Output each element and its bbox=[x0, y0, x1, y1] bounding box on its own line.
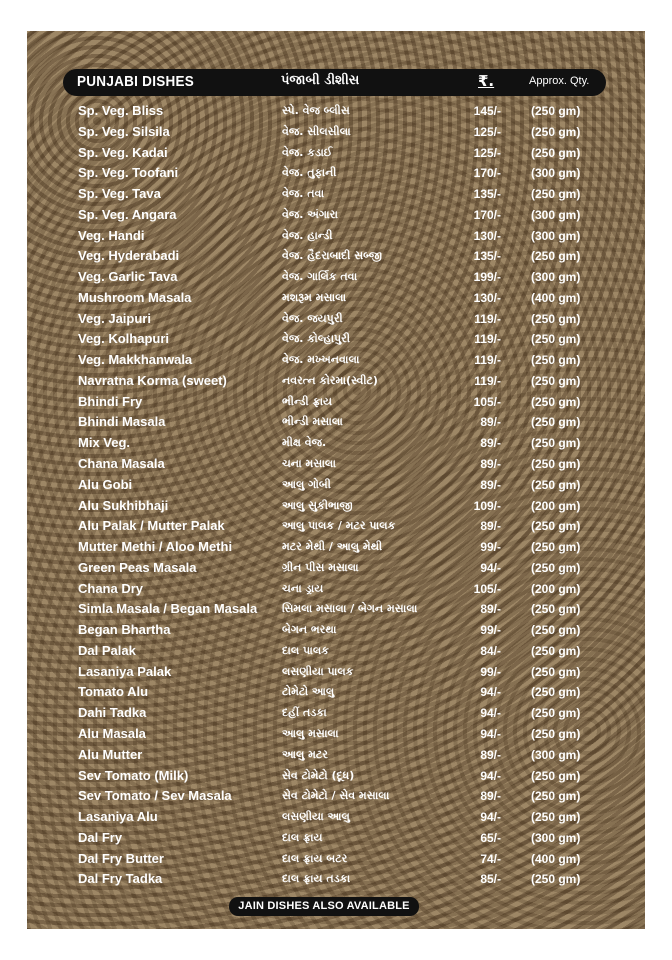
dish-name-english: Bhindi Fry bbox=[78, 393, 143, 409]
dish-name-english: Alu Masala bbox=[78, 725, 146, 741]
dish-quantity: (250 gm) bbox=[531, 311, 581, 326]
dish-price: 65/- bbox=[480, 830, 501, 845]
dish-name-gujarati: દાલ ફ્રાય તડકા bbox=[282, 872, 351, 886]
dish-name-gujarati: ચના મસાલા bbox=[282, 457, 336, 471]
dish-price: 84/- bbox=[480, 643, 501, 658]
dish-row bbox=[27, 122, 645, 143]
dish-name-english: Dal Fry Butter bbox=[78, 850, 164, 866]
dish-name-gujarati: દાલ પાલક bbox=[282, 643, 329, 657]
dish-name-english: Sp. Veg. Bliss bbox=[78, 103, 164, 118]
dish-name-gujarati: આલુ ગોબી bbox=[282, 477, 331, 491]
dish-price: 105/- bbox=[473, 394, 501, 409]
dish-row bbox=[27, 267, 645, 288]
dish-price: 119/- bbox=[474, 353, 501, 368]
dish-price: 135/- bbox=[473, 187, 501, 202]
dish-name-gujarati: વેજ. તુફાની bbox=[282, 166, 337, 180]
dish-name-gujarati: આલુ સુકીભાજી bbox=[282, 498, 353, 512]
dish-name-english: Lasaniya Alu bbox=[78, 809, 158, 825]
dish-row bbox=[27, 350, 645, 371]
dish-name-english: Sev Tomato / Sev Masala bbox=[78, 788, 232, 804]
dish-name-gujarati: નવરત્ન કોરમા(સ્વીટ) bbox=[282, 373, 378, 387]
section-header bbox=[63, 69, 606, 96]
dish-price: 109/- bbox=[473, 498, 501, 513]
dish-price: 89/- bbox=[480, 747, 501, 762]
dish-name-gujarati: વેજ. સીલસીલા bbox=[282, 124, 351, 138]
dish-price: 125/- bbox=[473, 124, 501, 139]
dish-name-gujarati: ભીન્ડી મસાલા bbox=[282, 415, 343, 429]
dish-name-english: Dal Palak bbox=[78, 642, 136, 658]
dish-quantity: (250 gm) bbox=[531, 373, 581, 388]
dish-name-gujarati: વેજ. અંગારા bbox=[282, 207, 338, 221]
dish-quantity: (250 gm) bbox=[531, 415, 581, 430]
dish-name-english: Sp. Veg. Kadai bbox=[78, 144, 168, 160]
dish-name-gujarati: આલુ પાલક / મટર પાલક bbox=[282, 519, 396, 533]
dish-row bbox=[27, 786, 645, 807]
dish-name-gujarati: લસણીયા પાલક bbox=[282, 664, 354, 678]
dish-quantity: (250 gm) bbox=[531, 789, 581, 804]
dish-quantity: (250 gm) bbox=[531, 602, 581, 617]
dish-row bbox=[27, 412, 645, 433]
dish-name-english: Veg. Handi bbox=[78, 227, 145, 243]
dish-row bbox=[27, 537, 645, 558]
dish-name-gujarati: ટોમેટો આલુ bbox=[282, 685, 335, 699]
menu-panel bbox=[27, 31, 645, 929]
dish-name-gujarati: વેજ. તવા bbox=[282, 187, 325, 201]
dish-name-gujarati: આલુ મટર bbox=[282, 747, 328, 761]
dish-name-english: Dal Fry bbox=[78, 829, 123, 845]
dish-row bbox=[27, 184, 645, 205]
dish-row bbox=[27, 869, 645, 890]
dish-name-english: Veg. Makkhanwala bbox=[78, 352, 193, 368]
dish-name-english: Bhindi Masala bbox=[78, 414, 166, 430]
dish-name-english: Sp. Veg. Angara bbox=[78, 206, 177, 222]
section-title-gujarati: પંજાબી ડીશીસ bbox=[281, 73, 360, 88]
dish-quantity: (400 gm) bbox=[531, 851, 581, 866]
dish-name-english: Chana Masala bbox=[78, 456, 165, 472]
dish-name-english: Tomato Alu bbox=[78, 684, 149, 700]
dish-price: 119/- bbox=[474, 373, 501, 388]
dish-name-gujarati: ગ્રીન પીસ મસાલા bbox=[282, 560, 359, 574]
dish-name-english: Dahi Tadka bbox=[78, 705, 147, 721]
dish-price: 94/- bbox=[480, 810, 501, 825]
dish-price: 89/- bbox=[480, 477, 501, 492]
dish-quantity: (300 gm) bbox=[531, 270, 581, 285]
dish-quantity: (250 gm) bbox=[531, 394, 581, 409]
dish-price: 89/- bbox=[480, 519, 501, 534]
dish-row bbox=[27, 724, 645, 745]
quantity-column-label: Approx. Qty. bbox=[529, 75, 590, 87]
dish-row bbox=[27, 329, 645, 350]
dish-name-english: Navratna Korma (sweet) bbox=[78, 372, 227, 388]
dish-name-gujarati: સિમલા મસાલા / બેગન મસાલા bbox=[282, 602, 418, 616]
dish-price: 99/- bbox=[480, 623, 501, 638]
dish-quantity: (250 gm) bbox=[531, 145, 581, 160]
section-title-english: PUNJABI DISHES bbox=[77, 73, 195, 90]
dish-name-gujarati: મશરૂમ મસાલા bbox=[282, 290, 347, 304]
dish-name-english: Green Peas Masala bbox=[78, 559, 197, 575]
dish-row bbox=[27, 143, 645, 164]
dish-name-gujarati: વેજ. કડાઈ bbox=[282, 145, 333, 159]
dish-price: 89/- bbox=[480, 789, 501, 804]
dish-price: 89/- bbox=[480, 415, 501, 430]
dish-row bbox=[27, 288, 645, 309]
dish-quantity: (250 gm) bbox=[531, 560, 581, 575]
dish-price: 119/- bbox=[474, 332, 501, 347]
dish-row bbox=[27, 641, 645, 662]
dish-name-gujarati: મીક્ષ વેજ. bbox=[282, 436, 327, 450]
dish-quantity: (300 gm) bbox=[531, 207, 581, 222]
dish-price: 94/- bbox=[480, 706, 501, 721]
dish-quantity: (250 gm) bbox=[531, 332, 581, 347]
dish-name-gujarati: વેજ. હૈદરાબાદી સબ્જી bbox=[282, 249, 382, 263]
dish-row bbox=[27, 496, 645, 517]
dish-name-english: Sev Tomato (Milk) bbox=[78, 767, 189, 783]
dish-price: 99/- bbox=[480, 664, 501, 679]
dish-name-english: Veg. Kolhapuri bbox=[78, 331, 170, 347]
dish-name-gujarati: દાલ ફ્રાય bbox=[282, 830, 323, 844]
dish-list bbox=[27, 101, 645, 890]
dish-name-gujarati: સેવ ટોમેટો (દૂધ) bbox=[282, 768, 355, 782]
dish-name-english: Chana Dry bbox=[78, 580, 144, 596]
dish-price: 199/- bbox=[473, 270, 501, 285]
dish-name-english: Began Bhartha bbox=[78, 622, 171, 638]
dish-name-english: Lasaniya Palak bbox=[78, 663, 172, 679]
dish-name-english: Veg. Hyderabadi bbox=[78, 248, 180, 264]
dish-price: 119/- bbox=[474, 311, 501, 326]
dish-quantity: (250 gm) bbox=[531, 768, 581, 783]
dish-quantity: (250 gm) bbox=[531, 643, 581, 658]
dish-price: 94/- bbox=[480, 685, 501, 700]
dish-row bbox=[27, 807, 645, 828]
dish-name-english: Mushroom Masala bbox=[78, 289, 192, 305]
dish-quantity: (250 gm) bbox=[531, 249, 581, 264]
dish-name-english: Simla Masala / Began Masala bbox=[78, 601, 258, 617]
dish-name-english: Alu Mutter bbox=[78, 746, 143, 762]
dish-price: 94/- bbox=[480, 768, 501, 783]
dish-quantity: (250 gm) bbox=[531, 706, 581, 721]
dish-name-gujarati: સ્પે. વેજ બ્લીસ bbox=[282, 104, 350, 117]
dish-quantity: (250 gm) bbox=[531, 124, 581, 139]
dish-name-gujarati: દહીં તડકા bbox=[282, 706, 327, 720]
dish-price: 145/- bbox=[473, 104, 501, 118]
dish-name-gujarati: બેગન ભરથા bbox=[282, 623, 337, 637]
dish-name-english: Sp. Veg. Silsila bbox=[78, 123, 170, 139]
jain-dishes-note: JAIN DISHES ALSO AVAILABLE bbox=[229, 897, 419, 916]
dish-name-english: Mix Veg. bbox=[78, 435, 131, 451]
dish-row bbox=[27, 454, 645, 475]
dish-name-gujarati: વેજ. ગાર્લિક તવા bbox=[282, 270, 358, 284]
dish-quantity: (200 gm) bbox=[531, 581, 581, 596]
dish-name-english: Alu Sukhibhaji bbox=[78, 497, 169, 513]
dish-price: 105/- bbox=[473, 581, 501, 596]
dish-price: 85/- bbox=[480, 872, 501, 887]
dish-row bbox=[27, 620, 645, 641]
dish-row bbox=[27, 599, 645, 620]
dish-quantity: (300 gm) bbox=[531, 830, 581, 845]
dish-price: 170/- bbox=[473, 166, 501, 181]
dish-quantity: (250 gm) bbox=[531, 104, 581, 118]
dish-row bbox=[27, 828, 645, 849]
dish-name-english: Alu Gobi bbox=[78, 476, 133, 492]
dish-name-gujarati: દાલ ફ્રાય બટર bbox=[282, 851, 348, 865]
dish-price: 130/- bbox=[473, 290, 501, 305]
dish-row bbox=[27, 371, 645, 392]
dish-row bbox=[27, 766, 645, 787]
dish-quantity: (250 gm) bbox=[531, 664, 581, 679]
dish-row bbox=[27, 579, 645, 600]
dish-quantity: (300 gm) bbox=[531, 228, 581, 243]
dish-row bbox=[27, 205, 645, 226]
dish-quantity: (250 gm) bbox=[531, 540, 581, 555]
dish-row bbox=[27, 682, 645, 703]
dish-row bbox=[27, 703, 645, 724]
dish-row bbox=[27, 101, 645, 122]
dish-name-gujarati: આલુ મસાલા bbox=[282, 726, 339, 740]
dish-price: 170/- bbox=[473, 207, 501, 222]
dish-quantity: (300 gm) bbox=[531, 166, 581, 181]
dish-name-english: Mutter Methi / Aloo Methi bbox=[78, 539, 233, 555]
dish-price: 89/- bbox=[480, 436, 501, 451]
dish-row bbox=[27, 745, 645, 766]
dish-row bbox=[27, 246, 645, 267]
dish-name-english: Dal Fry Tadka bbox=[78, 871, 163, 887]
dish-quantity: (250 gm) bbox=[531, 726, 581, 741]
dish-name-english: Sp. Veg. Toofani bbox=[78, 165, 179, 181]
dish-quantity: (250 gm) bbox=[531, 685, 581, 700]
dish-row bbox=[27, 662, 645, 683]
dish-name-gujarati: વેજ. જયપુરી bbox=[282, 311, 343, 325]
dish-name-gujarati: સેવ ટોમેટો / સેવ મસાલા bbox=[282, 789, 390, 803]
dish-name-gujarati: વેજ. હાન્ડી bbox=[282, 228, 333, 242]
dish-quantity: (250 gm) bbox=[531, 623, 581, 638]
dish-row bbox=[27, 475, 645, 496]
dish-quantity: (250 gm) bbox=[531, 436, 581, 451]
dish-price: 135/- bbox=[473, 249, 501, 264]
dish-quantity: (200 gm) bbox=[531, 498, 581, 513]
dish-price: 94/- bbox=[480, 560, 501, 575]
dish-name-gujarati: ચના ડ્રાય bbox=[282, 581, 324, 595]
dish-name-gujarati: વેજ. મખ્ખનવાલા bbox=[282, 353, 360, 367]
dish-row bbox=[27, 226, 645, 247]
dish-quantity: (250 gm) bbox=[531, 872, 581, 887]
dish-row bbox=[27, 516, 645, 537]
dish-price: 74/- bbox=[480, 851, 501, 866]
dish-quantity: (250 gm) bbox=[531, 353, 581, 368]
dish-price: 94/- bbox=[480, 726, 501, 741]
dish-price: 130/- bbox=[473, 228, 501, 243]
dish-price: 99/- bbox=[480, 540, 501, 555]
dish-name-english: Veg. Garlic Tava bbox=[78, 269, 178, 285]
dish-row bbox=[27, 433, 645, 454]
dish-quantity: (250 gm) bbox=[531, 477, 581, 492]
dish-row bbox=[27, 309, 645, 330]
dish-row bbox=[27, 558, 645, 579]
dish-name-gujarati: મટર મેથી / આલુ મેથી bbox=[282, 540, 383, 554]
dish-quantity: (250 gm) bbox=[531, 457, 581, 472]
dish-name-gujarati: વેજ. કોલ્હાપુરી bbox=[282, 332, 350, 346]
dish-name-english: Veg. Jaipuri bbox=[78, 310, 151, 326]
dish-row bbox=[27, 849, 645, 870]
dish-price: 89/- bbox=[480, 457, 501, 472]
dish-quantity: (300 gm) bbox=[531, 747, 581, 762]
dish-name-gujarati: લસણીયા આલુ bbox=[282, 810, 350, 824]
dish-quantity: (250 gm) bbox=[531, 519, 581, 534]
dish-row bbox=[27, 392, 645, 413]
dish-name-gujarati: ભીન્ડી ફ્રાય bbox=[282, 394, 333, 408]
dish-name-english: Sp. Veg. Tava bbox=[78, 186, 161, 202]
dish-name-english: Alu Palak / Mutter Palak bbox=[78, 518, 225, 534]
dish-price: 125/- bbox=[473, 145, 501, 160]
dish-quantity: (400 gm) bbox=[531, 290, 581, 305]
dish-quantity: (250 gm) bbox=[531, 187, 581, 202]
dish-quantity: (250 gm) bbox=[531, 810, 581, 825]
dish-row bbox=[27, 163, 645, 184]
dish-price: 89/- bbox=[480, 602, 501, 617]
currency-symbol: ₹. bbox=[478, 72, 495, 90]
